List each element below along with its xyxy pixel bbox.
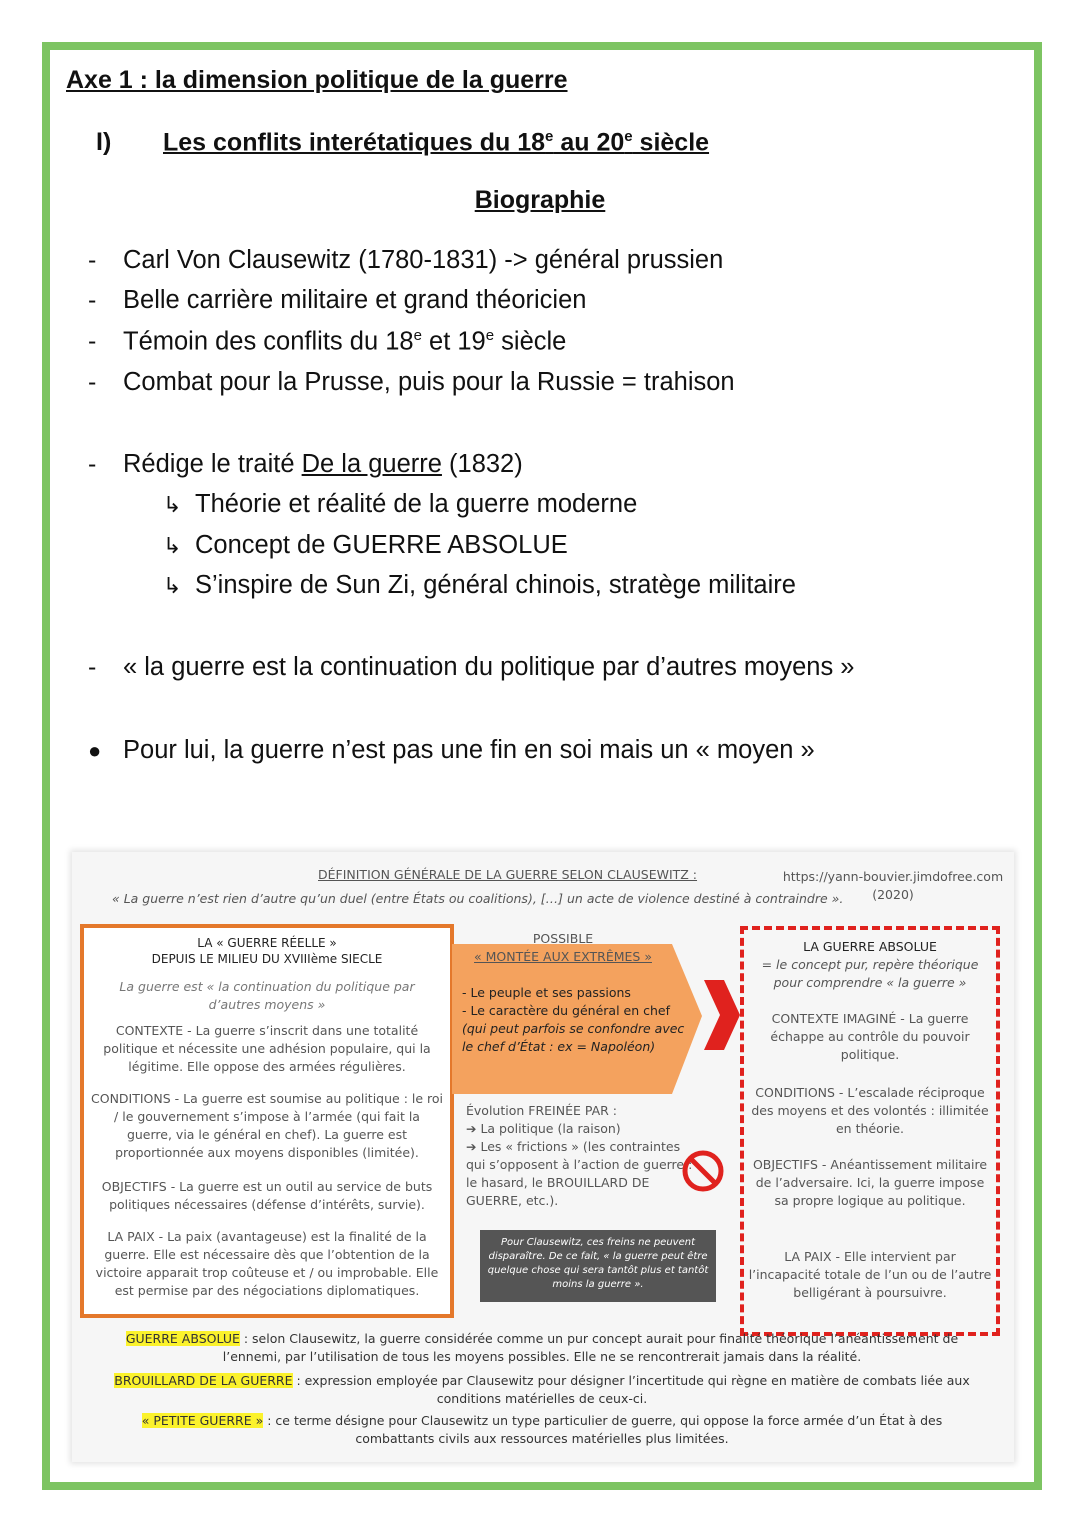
glossary-entry: GUERRE ABSOLUE : selon Clausewitz, la guerre considérée comme un pur concept aurait pour finalité théorique l’anéantissement de l’ennemi, par l’utilisation de tous les moyens possibles. Elle ne se rencontrerait jamais dans la réalité. [125, 1331, 959, 1364]
list-dash: - [88, 368, 97, 396]
list-dash: - [88, 327, 97, 355]
absolute-war-peace: LA PAIX - Elle intervient par l’incapacité totale de l’un ou de l’autre belligérant à poursuivre. [748, 1249, 992, 1300]
possible-label: POSSIBLE [532, 931, 594, 946]
real-war-box [80, 924, 454, 1318]
treatise-sub-item: ↳ Concept de GUERRE ABSOLUE [163, 531, 568, 559]
bullet-item: Pour lui, la guerre n’est pas une fin en soi mais un « moyen » [123, 736, 815, 764]
general-character: - Le caractère du général en chef [462, 1003, 671, 1018]
absolute-war-box [740, 926, 1000, 1336]
politique-brake: ➔ La politique (la raison) [466, 1121, 621, 1136]
real-war-objectives: OBJECTIFS - La guerre est un outil au service de buts politiques nécessaires (défense d’intérêts, survie). [101, 1179, 433, 1212]
glossary-entry: « PETITE GUERRE » : ce terme désigne pour Clausewitz un type particulier de guerre, qui oppose la force armée d’un État à des combattants civils aux ressources matérielles plus limitées. [141, 1413, 943, 1446]
section-title: Les conflits interétatiques du 18e au 20e siècle [163, 128, 710, 157]
hook-arrow-icon: ↳ [163, 492, 182, 517]
list-dash: - [88, 246, 97, 274]
brakes-note: Pour Clausewitz, ces freins ne peuvent disparaître. De ce fait, « la guerre peut être quelque chose qui sera tantôt plus et tantôt moins la guerre ». [480, 1230, 716, 1302]
treatise-sub-item: ↳ Théorie et réalité de la guerre moderne [163, 490, 638, 518]
hook-arrow-icon: ↳ [163, 533, 182, 558]
real-war-conditions: CONDITIONS - La guerre est soumise au politique : le roi / le gouvernement s’impose à l’armée (qui fait la guerre, via le général en chef). La guerre est proportionnée aux moyens disponibles (limitée). [91, 1091, 443, 1160]
absolute-war-definition: = le concept pur, repère théorique pour comprendre « la guerre » [761, 957, 979, 990]
figure-quote: « La guerre n’est rien d’autre qu’un duel (entre États ou coalitions), […] un acte de violence destiné à contraindre ». [112, 891, 844, 906]
real-war-peace: LA PAIX - La paix (avantageuse) est la finalité de la guerre. Elle est nécessaire dès que l’obtention de la victoire apparait trop coûteuse et / ou improbable. Elle est permise par des négociations diplomatiques. [95, 1229, 439, 1298]
hook-arrow-icon: ↳ [163, 573, 182, 598]
treatise-item: Rédige le traité De la guerre (1832) [123, 450, 523, 478]
treatise-title: De la guerre [301, 450, 442, 478]
bullet-icon: ● [88, 738, 102, 763]
figure-source: https://yann-bouvier.jimdofree.com (2020) [782, 869, 1004, 902]
absolute-war-context: CONTEXTE IMAGINÉ - La guerre échappe au contrôle du pouvoir politique. [770, 1011, 970, 1062]
real-war-subtitle: DEPUIS LE MILIEU DU XVIIIème SIECLE [151, 952, 383, 966]
absolute-war-objectives: OBJECTIFS - Anéantissement militaire de l’adversaire. Ici, la guerre impose sa propre logique au politique. [752, 1157, 988, 1208]
biography-heading: Biographie [474, 186, 606, 214]
bio-item: Témoin des conflits du 18e et 19e siècle [123, 327, 567, 356]
napoleon-note: (qui peut parfois se confondre avec le chef d’État : ex = Napoléon) [462, 1021, 685, 1054]
frictions-brake: ➔ Les « frictions » (les contraintes qui s’opposent à l’action de guerre : le hasard, le BROUILLARD DE GUERRE, etc.). [466, 1139, 693, 1208]
bio-item: Belle carrière militaire et grand théoricien [123, 286, 587, 314]
bio-item: Carl Von Clausewitz (1780-1831) -> général prussien [123, 246, 724, 274]
absolute-war-title: LA GUERRE ABSOLUE [803, 939, 937, 954]
real-war-context: CONTEXTE - La guerre s’inscrit dans une totalité politique et nécessite une adhésion populaire, qui la légitime. Elle oppose des armées régulières. [103, 1023, 431, 1074]
absolute-war-conditions: CONDITIONS - L’escalade réciproque des moyens et des volontés : illimitée en théorie. [751, 1085, 989, 1136]
escalation-label: « MONTÉE AUX EXTRÊMES » [474, 949, 652, 964]
people-passions: - Le peuple et ses passions [462, 985, 631, 1000]
section-number: I) [96, 128, 112, 156]
axe-title: Axe 1 : la dimension politique de la guerre [66, 66, 568, 94]
treatise-sub-item: ↳ S’inspire de Sun Zi, général chinois, stratège militaire [163, 571, 796, 599]
no-entry-icon [680, 1148, 726, 1194]
list-dash: - [88, 450, 97, 478]
clausewitz-figure [72, 852, 1014, 1462]
red-chevron-icon [704, 980, 740, 1050]
list-dash: - [88, 286, 97, 314]
list-dash: - [88, 653, 97, 681]
real-war-definition: La guerre est « la continuation du politique par d’autres moyens » [119, 979, 415, 1012]
quote-item: « la guerre est la continuation du politique par d’autres moyens » [123, 653, 855, 681]
evolution-label: Évolution FREINÉE PAR : [466, 1103, 617, 1118]
bio-item: Combat pour la Prusse, puis pour la Russie = trahison [123, 368, 735, 396]
figure-title: DÉFINITION GÉNÉRALE DE LA GUERRE SELON CLAUSEWITZ : [318, 867, 698, 882]
glossary-entry: BROUILLARD DE LA GUERRE : expression employée par Clausewitz pour désigner l’incertitude qui règne en matière de combats liée aux conditions matérielles de ceux-ci. [114, 1373, 970, 1406]
real-war-title: LA « GUERRE RÉELLE » [197, 936, 337, 950]
